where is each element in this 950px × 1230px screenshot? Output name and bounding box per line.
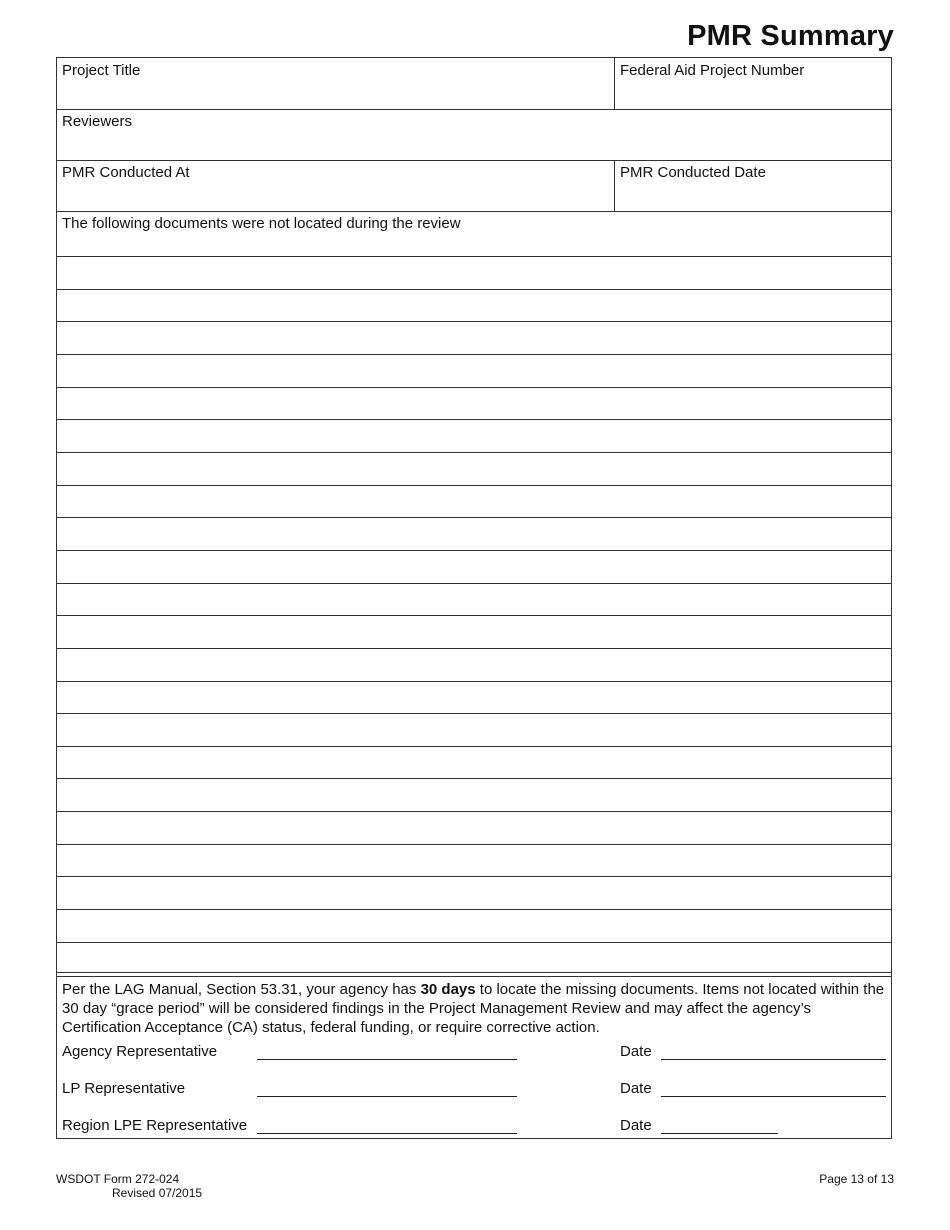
notice-text: to locate the missing documents. Items not located within the 30 day “grace period” will be considered findings in the Project Management Review and may affect the agency’s Certification Acceptance (CA) status, federal funding, or require corrective action.	[62, 981, 885, 1036]
lp-representative-label: LP Representative	[62, 1080, 186, 1097]
missing-document-row[interactable]	[57, 747, 891, 779]
region-lpe-date-line[interactable]	[661, 1115, 778, 1134]
missing-document-row[interactable]	[57, 779, 891, 811]
federal-aid-project-number-input[interactable]	[620, 84, 886, 104]
page-number: Page 13 of 13	[819, 1172, 894, 1186]
notice-bold-days: 30 days	[420, 981, 476, 998]
pmr-conducted-date-label: PMR Conducted Date	[620, 164, 766, 181]
missing-document-row[interactable]	[57, 388, 891, 420]
region-lpe-date-label: Date	[620, 1117, 652, 1134]
region-lpe-representative-label: Region LPE Representative	[62, 1117, 248, 1134]
missing-document-row[interactable]	[57, 714, 891, 746]
missing-document-row[interactable]	[57, 943, 891, 975]
reviewers-label: Reviewers	[62, 113, 133, 130]
agency-representative-label: Agency Representative	[62, 1043, 218, 1060]
pmr-conducted-at-label: PMR Conducted At	[62, 164, 190, 181]
missing-document-row[interactable]	[57, 257, 891, 289]
lp-representative-signature-line[interactable]	[257, 1078, 517, 1097]
revision-date: Revised 07/2015	[112, 1186, 203, 1200]
pmr-conducted-date-input[interactable]	[620, 186, 886, 206]
missing-document-row[interactable]	[57, 812, 891, 844]
pmr-summary-form	[56, 57, 892, 1139]
missing-document-row[interactable]	[57, 682, 891, 714]
divider	[57, 211, 891, 212]
agency-representative-signature-line[interactable]	[257, 1041, 517, 1060]
region-lpe-representative-signature-line[interactable]	[257, 1115, 517, 1134]
missing-document-row[interactable]	[57, 649, 891, 681]
missing-document-row[interactable]	[57, 290, 891, 322]
form-id: WSDOT Form 272-024	[56, 1172, 180, 1186]
missing-document-row[interactable]	[57, 616, 891, 648]
missing-document-row[interactable]	[57, 322, 891, 354]
divider	[57, 972, 891, 973]
missing-document-row[interactable]	[57, 877, 891, 909]
missing-document-row[interactable]	[57, 518, 891, 550]
federal-aid-project-number-label: Federal Aid Project Number	[620, 62, 805, 79]
missing-document-row[interactable]	[57, 355, 891, 387]
missing-document-row[interactable]	[57, 584, 891, 616]
reviewers-input[interactable]	[62, 135, 887, 155]
project-title-input[interactable]	[62, 84, 607, 104]
divider	[57, 160, 891, 161]
missing-documents-heading: The following documents were not located during the review	[62, 215, 461, 232]
lp-date-label: Date	[620, 1080, 652, 1097]
missing-document-row[interactable]	[57, 910, 891, 942]
missing-document-row[interactable]	[57, 453, 891, 485]
lp-date-line[interactable]	[661, 1078, 886, 1097]
missing-document-row[interactable]	[57, 845, 891, 877]
agency-date-label: Date	[620, 1043, 652, 1060]
divider	[614, 58, 615, 109]
missing-document-row[interactable]	[57, 420, 891, 452]
grace-period-notice	[62, 980, 890, 1037]
pmr-conducted-at-input[interactable]	[62, 186, 607, 206]
project-title-label: Project Title	[62, 62, 141, 79]
divider	[614, 160, 615, 211]
notice-text: Per the LAG Manual, Section 53.31, your agency has	[62, 981, 421, 998]
page-title: PMR Summary	[687, 20, 894, 52]
divider	[57, 109, 891, 110]
missing-document-row[interactable]	[57, 486, 891, 518]
divider	[57, 976, 891, 977]
agency-date-line[interactable]	[661, 1041, 886, 1060]
missing-document-row[interactable]	[57, 551, 891, 583]
